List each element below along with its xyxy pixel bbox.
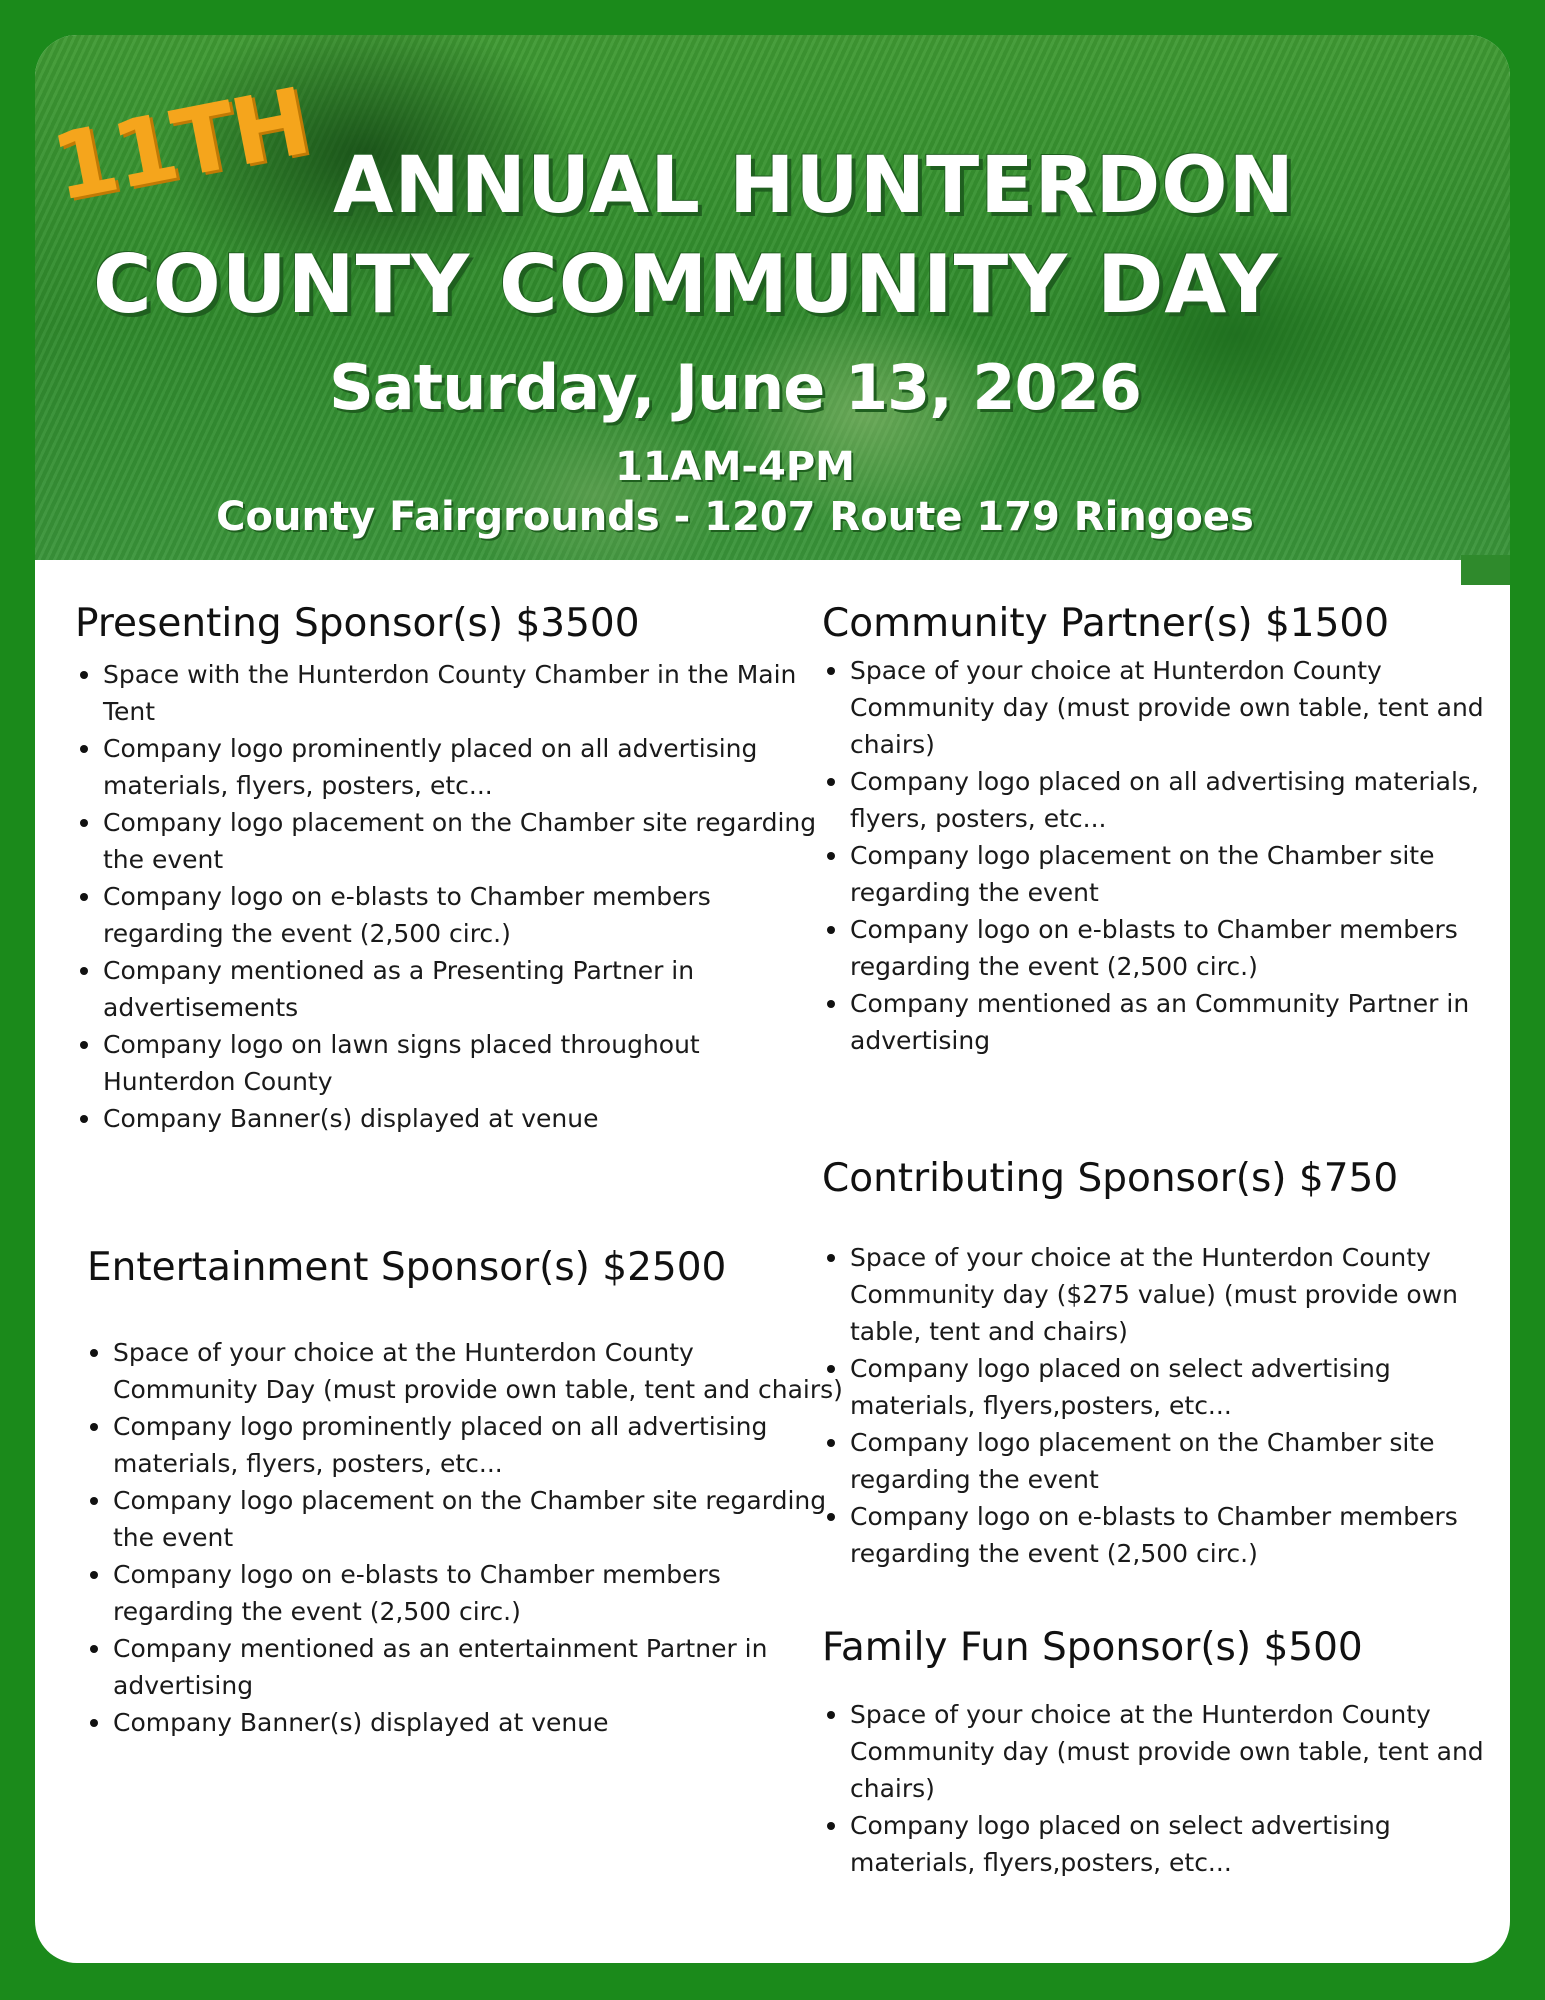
family-fun-sponsor-section xyxy=(822,1625,1502,1881)
section-title: Presenting Sponsor(s) $3500 xyxy=(75,601,640,646)
list-item: Company logo placement on the Chamber site regarding the event xyxy=(103,804,835,878)
list-item: Space of your choice at the Hunterdon County Community day (must provide own table, tent and chairs) xyxy=(850,1696,1502,1807)
list-item: Company logo prominently placed on all advertising materials, flyers, posters, etc... xyxy=(103,730,835,804)
list-item: Company logo placed on all advertising materials, flyers, posters, etc... xyxy=(850,763,1502,837)
list-item: Space of your choice at the Hunterdon County Community day ($275 value) (must provide own table, tent and chairs) xyxy=(850,1239,1502,1350)
benefits-list xyxy=(87,1334,845,1741)
list-item: Space of your choice at the Hunterdon County Community Day (must provide own table, tent and chairs) xyxy=(113,1334,845,1408)
list-item: Company logo placement on the Chamber site regarding the event xyxy=(113,1482,845,1556)
list-item: Company Banner(s) displayed at venue xyxy=(113,1704,845,1741)
list-item: Company logo placement on the Chamber site regarding the event xyxy=(850,837,1502,911)
list-item: Company logo on e-blasts to Chamber members regarding the event (2,500 circ.) xyxy=(113,1556,845,1630)
list-item: Space of your choice at Hunterdon County Community day (must provide own table, tent and chairs) xyxy=(850,652,1502,763)
title-line-2: COUNTY COMMUNITY DAY xyxy=(93,238,1279,331)
benefits-list xyxy=(822,652,1502,1059)
section-title: Family Fun Sponsor(s) $500 xyxy=(822,1625,1363,1670)
hero-photo-banner xyxy=(35,35,1510,560)
title-line-1: ANNUAL HUNTERDON xyxy=(333,141,1295,231)
section-title: Community Partner(s) $1500 xyxy=(822,601,1390,646)
list-item: Company logo placed on select advertising materials, flyers,posters, etc... xyxy=(850,1350,1502,1424)
section-title: Contributing Sponsor(s) $750 xyxy=(822,1156,1399,1201)
list-item: Company Banner(s) displayed at venue xyxy=(103,1100,835,1137)
entertainment-sponsor-section xyxy=(87,1245,845,1741)
edition-tag: 11TH xyxy=(43,68,316,222)
benefits-list xyxy=(822,1239,1502,1572)
benefits-list xyxy=(822,1696,1502,1881)
list-item: Company logo prominently placed on all advertising materials, flyers, posters, etc... xyxy=(113,1408,845,1482)
event-hours: 11AM-4PM xyxy=(615,444,855,490)
list-item: Company logo placement on the Chamber site regarding the event xyxy=(850,1424,1502,1498)
list-item: Company logo on lawn signs placed throughout Hunterdon County xyxy=(103,1026,835,1100)
hero-corner-tab xyxy=(1461,555,1510,585)
contributing-sponsor-section xyxy=(822,1156,1502,1572)
community-partner-section xyxy=(822,601,1502,1059)
list-item: Company mentioned as an entertainment Partner in advertising xyxy=(113,1630,845,1704)
event-date: Saturday, June 13, 2026 xyxy=(329,351,1141,424)
list-item: Company logo on e-blasts to Chamber members regarding the event (2,500 circ.) xyxy=(103,878,835,952)
flyer-card xyxy=(35,35,1510,1963)
list-item: Company logo on e-blasts to Chamber members regarding the event (2,500 circ.) xyxy=(850,1498,1502,1572)
list-item: Space with the Hunterdon County Chamber in the Main Tent xyxy=(103,656,835,730)
list-item: Company mentioned as an Community Partner in advertising xyxy=(850,985,1502,1059)
event-location: County Fairgrounds - 1207 Route 179 Ringoes xyxy=(216,494,1254,540)
list-item: Company mentioned as a Presenting Partner in advertisements xyxy=(103,952,835,1026)
presenting-sponsor-section xyxy=(75,601,835,1137)
section-title: Entertainment Sponsor(s) $2500 xyxy=(87,1245,727,1290)
benefits-list xyxy=(75,656,835,1137)
list-item: Company logo placed on select advertising materials, flyers,posters, etc... xyxy=(850,1807,1502,1881)
list-item: Company logo on e-blasts to Chamber members regarding the event (2,500 circ.) xyxy=(850,911,1502,985)
